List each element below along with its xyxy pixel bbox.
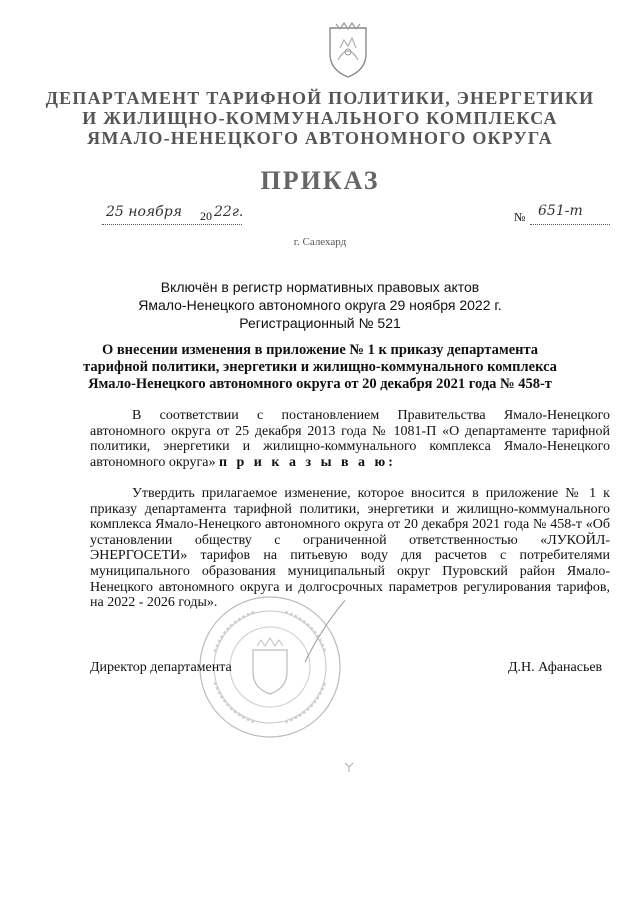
page-mark [342, 760, 356, 774]
number-handwritten: 651-т [538, 203, 583, 219]
document-title: ПРИКАЗ [260, 166, 380, 195]
subject-line-1: О внесении изменения в приложение № 1 к приказу департамента [101, 342, 539, 358]
subject-line-2: тарифной политики, энергетики и жилищно-коммунального комплекса [83, 359, 557, 375]
city: г. Салехард [293, 236, 347, 248]
signatory-position: Директор департамента [90, 660, 232, 675]
date-handwritten: 25 ноября [106, 204, 182, 220]
year-prefix: 20 [200, 209, 212, 223]
coat-of-arms-icon [322, 20, 374, 80]
subject-line-3: Ямало-Ненецкого автономного округа от 20 декабря 2021 года № 458-т [88, 376, 552, 392]
preamble-text: В соответствии с постановлением Правительства Ямало-Ненецкого автономного округа от 25 декабря 2013 года № 1081-П «О департаменте тарифной политики, энергетики и жилищно-коммунального комплекса Ямало-Ненецкого автономного округа» [90, 408, 610, 470]
department-name-line-1: ДЕПАРТАМЕНТ ТАРИФНОЙ ПОЛИТИКИ, ЭНЕРГЕТИКИ [45, 88, 595, 108]
department-name-line-2: И ЖИЛИЩНО-КОММУНАЛЬНОГО КОМПЛЕКСА [82, 108, 558, 128]
order-word: п р и к а з ы в а ю: [218, 454, 396, 470]
year-handwritten: 22г. [214, 204, 244, 220]
signatory-name: Д.Н. Афанасьев [508, 660, 603, 675]
department-name-line-3: ЯМАЛО-НЕНЕЦКОГО АВТОНОМНОГО ОКРУГА [87, 128, 553, 148]
preamble-paragraph [90, 408, 610, 470]
registration-line-1: Включён в регистр нормативных правовых актов [160, 279, 480, 295]
main-paragraph: Утвердить прилагаемое изменение, которое вносится в приложение № 1 к приказу департамента тарифной политики, энергетики и жилищно-коммунального комплекса Ямало-Ненецкого автономного округа от 20 декабря 2021 года № 458-т «Об установлении обществу с ограниченной ответственностью «ЛУКОЙЛ-ЭНЕРГОСЕТИ» тарифов на питьевую воду для расчетов с потребителями муниципального образования муниципальный округ Пуровский район Ямало-Ненецкого автономного округа и долгосрочных параметров регулирования тарифов, на 2022 - 2026 годы». [90, 486, 610, 611]
registration-line-2: Ямало-Ненецкого автономного округа 29 ноября 2022 г. [138, 297, 502, 313]
number-prefix: № [514, 210, 526, 224]
registration-line-3: Регистрационный № 521 [239, 315, 401, 331]
